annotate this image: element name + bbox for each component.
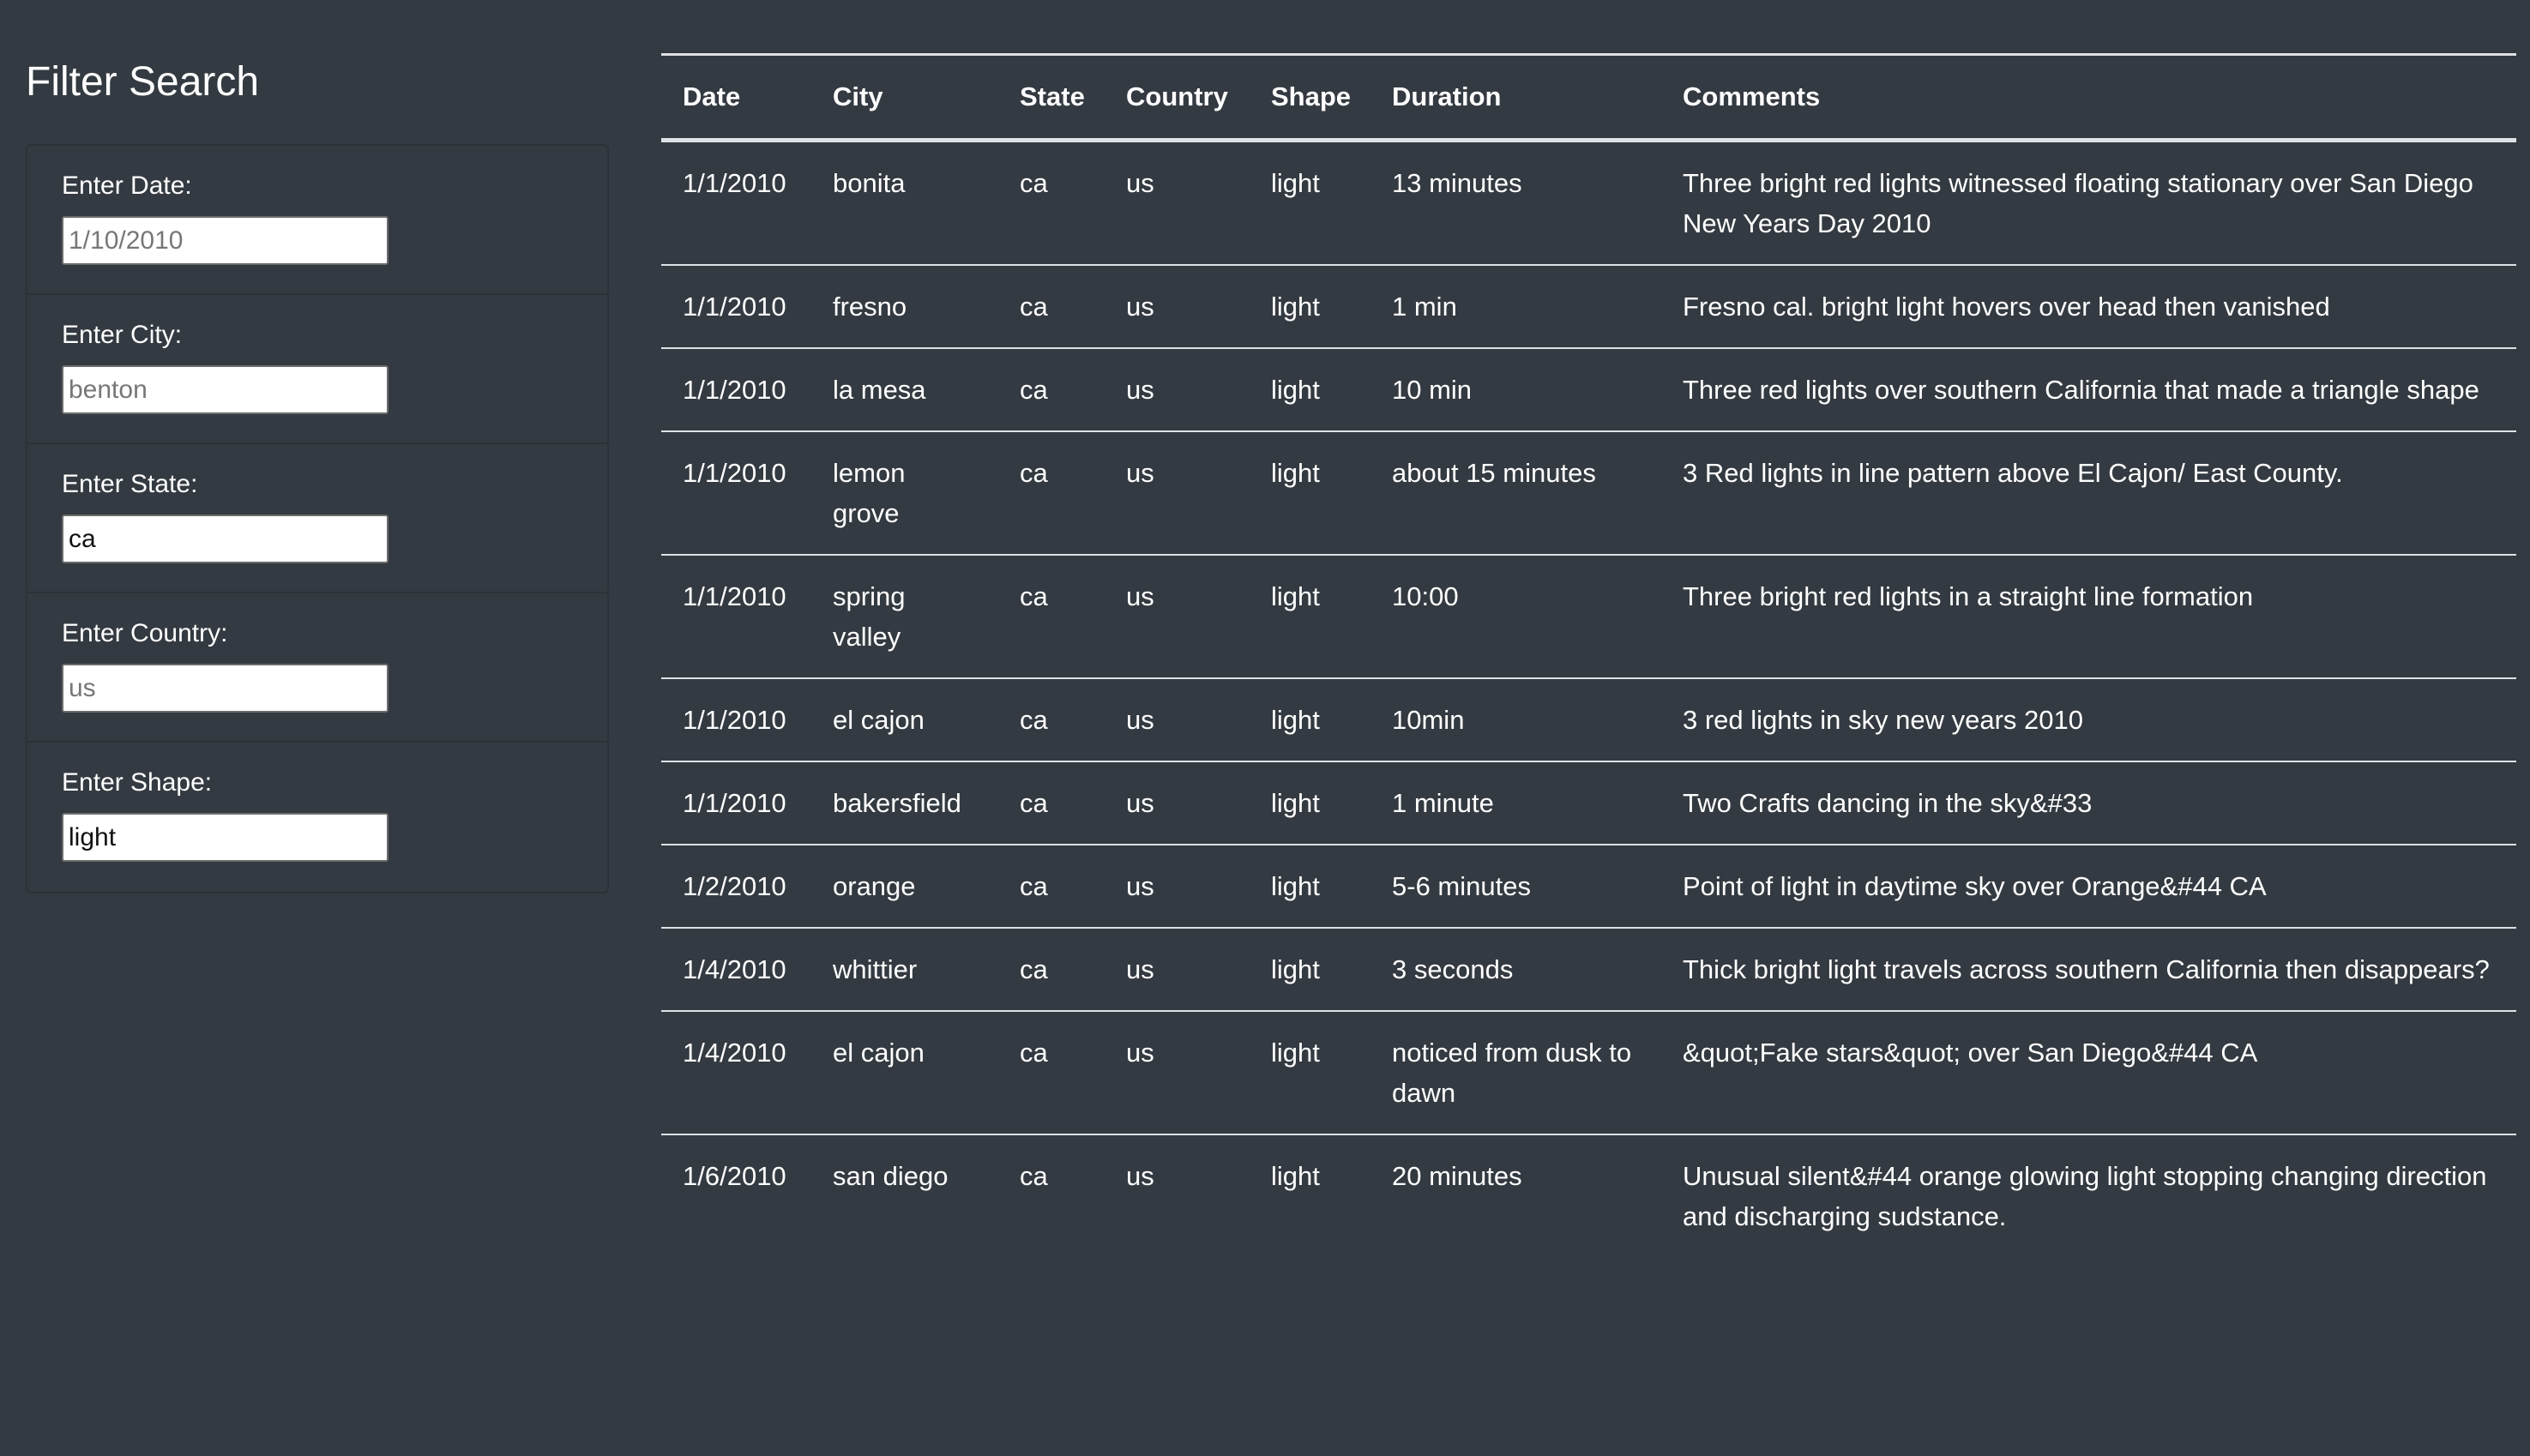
table-row: [661, 431, 2516, 555]
table-row: [661, 1134, 2516, 1257]
city-placeholder: benton: [69, 376, 148, 404]
table-row: [661, 761, 2516, 845]
cell-duration: 3 seconds: [1370, 928, 1661, 1011]
column-header-shape: Shape: [1250, 55, 1370, 141]
cell-state: ca: [998, 678, 1105, 761]
city-label: Enter City:: [62, 321, 183, 349]
shape-input[interactable]: [62, 813, 389, 862]
cell-shape: light: [1250, 555, 1370, 678]
filter-group-country: [27, 593, 607, 743]
cell-duration: 10min: [1370, 678, 1661, 761]
filter-group-city: [27, 295, 607, 444]
filter-group-date: [27, 146, 607, 295]
cell-comments: Fresno cal. bright light hovers over head then vanished: [1661, 265, 2516, 348]
state-input-wrapper: [62, 514, 389, 563]
cell-state: ca: [998, 141, 1105, 266]
country-placeholder: us: [69, 674, 96, 702]
cell-comments: Thick bright light travels across southern California then disappears?: [1661, 928, 2516, 1011]
filter-group-shape: [27, 743, 607, 892]
cell-date: 1/1/2010: [661, 348, 811, 431]
cell-state: ca: [998, 1011, 1105, 1134]
country-label: Enter Country:: [62, 619, 228, 647]
cell-duration: noticed from dusk to dawn: [1370, 1011, 1661, 1134]
cell-country: us: [1105, 845, 1250, 928]
cell-country: us: [1105, 141, 1250, 266]
shape-input-wrapper: [62, 813, 389, 862]
cell-shape: light: [1250, 1011, 1370, 1134]
cell-country: us: [1105, 431, 1250, 555]
cell-shape: light: [1250, 265, 1370, 348]
cell-shape: light: [1250, 928, 1370, 1011]
cell-duration: 1 min: [1370, 265, 1661, 348]
cell-comments: Three bright red lights in a straight line formation: [1661, 555, 2516, 678]
cell-country: us: [1105, 348, 1250, 431]
cell-state: ca: [998, 761, 1105, 845]
table-header-row: [661, 55, 2516, 141]
cell-duration: 13 minutes: [1370, 141, 1661, 266]
cell-city: spring valley: [811, 555, 998, 678]
column-header-date: Date: [661, 55, 811, 141]
cell-comments: 3 red lights in sky new years 2010: [1661, 678, 2516, 761]
cell-city: orange: [811, 845, 998, 928]
cell-state: ca: [998, 431, 1105, 555]
state-input[interactable]: [62, 514, 389, 563]
cell-country: us: [1105, 265, 1250, 348]
cell-shape: light: [1250, 845, 1370, 928]
table-row: [661, 555, 2516, 678]
table-row: [661, 928, 2516, 1011]
cell-comments: Two Crafts dancing in the sky&#33: [1661, 761, 2516, 845]
table-row: [661, 678, 2516, 761]
cell-duration: 1 minute: [1370, 761, 1661, 845]
cell-date: 1/1/2010: [661, 761, 811, 845]
page-title: Filter Search: [26, 59, 260, 105]
cell-state: ca: [1020, 1161, 1048, 1191]
cell-state: ca: [998, 845, 1105, 928]
cell-date: 1/1/2010: [661, 141, 811, 266]
cell-comments: 3 Red lights in line pattern above El Cajon/ East County.: [1661, 431, 2516, 555]
cell-duration: 20 minutes: [1392, 1161, 1522, 1191]
cell-country: us: [1126, 1161, 1154, 1191]
cell-country: us: [1105, 1011, 1250, 1134]
date-input[interactable]: [62, 216, 389, 265]
cell-date: 1/1/2010: [661, 265, 811, 348]
filter-group-state: [27, 444, 607, 593]
cell-shape: light: [1250, 678, 1370, 761]
column-header-state: State: [998, 55, 1105, 141]
cell-city: fresno: [811, 265, 998, 348]
cell-comments: Unusual silent&#44 orange glowing light stopping changing direction and discharging sudstance.: [1683, 1161, 2487, 1231]
cell-duration: about 15 minutes: [1370, 431, 1661, 555]
cell-shape: light: [1250, 141, 1370, 266]
table-row: [661, 1011, 2516, 1134]
table-row: [661, 141, 2516, 266]
country-input-wrapper: [62, 664, 389, 713]
state-label: Enter State:: [62, 470, 198, 498]
cell-city: san diego: [833, 1161, 949, 1191]
column-header-comments: Comments: [1661, 55, 2516, 141]
cell-duration: 10:00: [1370, 555, 1661, 678]
cell-comments: Three red lights over southern California that made a triangle shape: [1661, 348, 2516, 431]
cell-city: whittier: [811, 928, 998, 1011]
cell-state: ca: [998, 928, 1105, 1011]
city-input-wrapper: [62, 365, 389, 414]
filter-panel: [26, 144, 609, 893]
cell-date: 1/4/2010: [661, 928, 811, 1011]
cell-city: el cajon: [811, 1011, 998, 1134]
cell-country: us: [1105, 761, 1250, 845]
cell-city: el cajon: [811, 678, 998, 761]
date-placeholder: 1/10/2010: [69, 226, 184, 255]
cell-date: 1/1/2010: [661, 431, 811, 555]
cell-date: 1/6/2010: [683, 1161, 786, 1191]
column-header-city: City: [811, 55, 998, 141]
cell-comments: &quot;Fake stars&quot; over San Diego&#44 CA: [1661, 1011, 2516, 1134]
cell-state: ca: [998, 265, 1105, 348]
cell-shape: light: [1250, 431, 1370, 555]
cell-country: us: [1105, 555, 1250, 678]
date-input-wrapper: [62, 216, 389, 265]
cell-city: lemon grove: [811, 431, 998, 555]
city-input[interactable]: [62, 365, 389, 414]
cell-shape: light: [1250, 761, 1370, 845]
cell-date: 1/1/2010: [661, 678, 811, 761]
cell-country: us: [1105, 678, 1250, 761]
cell-state: ca: [998, 555, 1105, 678]
country-input[interactable]: [62, 664, 389, 713]
cell-duration: 5-6 minutes: [1370, 845, 1661, 928]
date-label: Enter Date:: [62, 171, 192, 200]
cell-duration: 10 min: [1370, 348, 1661, 431]
table-row: [661, 265, 2516, 348]
cell-shape: light: [1271, 1161, 1320, 1191]
column-header-country: Country: [1105, 55, 1250, 141]
cell-shape: light: [1250, 348, 1370, 431]
cell-date: 1/4/2010: [661, 1011, 811, 1134]
cell-date: 1/2/2010: [661, 845, 811, 928]
cell-city: la mesa: [811, 348, 998, 431]
column-header-duration: Duration: [1370, 55, 1661, 141]
cell-state: ca: [998, 348, 1105, 431]
shape-label: Enter Shape:: [62, 768, 213, 797]
table-row: [661, 348, 2516, 431]
cell-comments: Three bright red lights witnessed floating stationary over San Diego New Years Day 2010: [1661, 141, 2516, 266]
ufo-table: [661, 53, 2516, 1257]
cell-date: 1/1/2010: [661, 555, 811, 678]
cell-country: us: [1105, 928, 1250, 1011]
table-row: [661, 845, 2516, 928]
cell-city: bonita: [811, 141, 998, 266]
cell-city: bakersfield: [811, 761, 998, 845]
cell-comments: Point of light in daytime sky over Orange&#44 CA: [1661, 845, 2516, 928]
